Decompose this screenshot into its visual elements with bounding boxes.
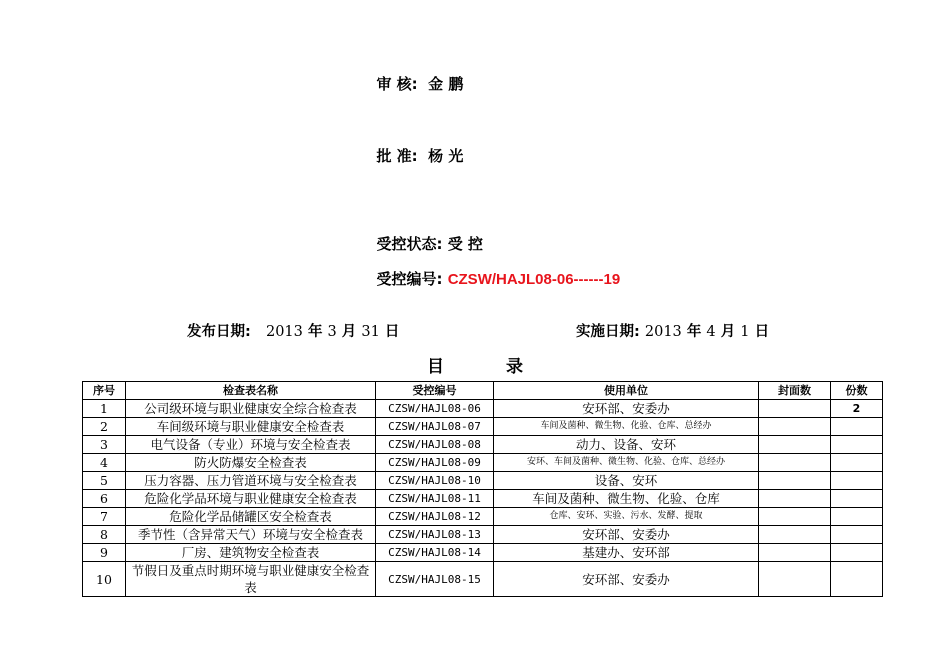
header-code: 受控编号 — [376, 382, 494, 400]
header-copies: 份数 — [831, 382, 883, 400]
header-unit: 使用单位 — [494, 382, 759, 400]
row-covers — [759, 400, 831, 418]
month-unit: 月 — [341, 324, 357, 340]
row-index: 10 — [83, 562, 126, 597]
table-row — [83, 562, 883, 597]
row-index: 9 — [83, 544, 126, 562]
header-covers: 封面数 — [759, 382, 831, 400]
row-code: CZSW/HAJL08-13 — [376, 526, 494, 544]
row-covers — [759, 544, 831, 562]
row-index: 1 — [83, 400, 126, 418]
row-name: 厂房、建筑物安全检查表 — [126, 544, 376, 562]
approver-label: 批 准: — [376, 147, 418, 165]
row-copies: 2 — [831, 400, 883, 418]
control-status-line — [366, 215, 483, 254]
table-row — [83, 418, 883, 436]
table-row — [83, 454, 883, 472]
row-code: CZSW/HAJL08-06 — [376, 400, 494, 418]
row-covers — [759, 562, 831, 597]
approver-line — [366, 127, 463, 166]
issue-date-day: 31 — [361, 324, 380, 340]
issue-date-label: 发布日期: — [187, 324, 251, 340]
row-code: CZSW/HAJL08-08 — [376, 436, 494, 454]
effective-date-day: 1 — [740, 324, 750, 340]
row-code: CZSW/HAJL08-15 — [376, 562, 494, 597]
row-name: 危险化学品环境与职业健康安全检查表 — [126, 490, 376, 508]
row-name: 压力容器、压力管道环境与安全检查表 — [126, 472, 376, 490]
row-name: 季节性（含异常天气）环境与安全检查表 — [126, 526, 376, 544]
year-unit: 年 — [307, 324, 323, 340]
row-code: CZSW/HAJL08-11 — [376, 490, 494, 508]
issue-date-month: 3 — [327, 324, 337, 340]
row-name: 车间级环境与职业健康安全检查表 — [126, 418, 376, 436]
effective-date-month: 4 — [706, 324, 716, 340]
table-header-row — [83, 382, 883, 400]
row-copies — [831, 562, 883, 597]
row-index: 2 — [83, 418, 126, 436]
row-index: 5 — [83, 472, 126, 490]
table-row — [83, 400, 883, 418]
row-covers — [759, 418, 831, 436]
row-covers — [759, 490, 831, 508]
table-row — [83, 472, 883, 490]
row-unit: 车间及菌种、微生物、化验、仓库 — [494, 490, 759, 508]
month-unit: 月 — [720, 324, 736, 340]
row-index: 3 — [83, 436, 126, 454]
row-name: 公司级环境与职业健康安全综合检查表 — [126, 400, 376, 418]
control-number-value: CZSW/HAJL08-06------19 — [447, 271, 621, 288]
toc-title: 目 录 — [427, 357, 551, 377]
row-copies — [831, 508, 883, 526]
row-copies — [831, 418, 883, 436]
row-copies — [831, 490, 883, 508]
row-copies — [831, 526, 883, 544]
row-covers — [759, 508, 831, 526]
row-unit: 安环部、安委办 — [494, 562, 759, 597]
row-covers — [759, 526, 831, 544]
issue-date — [187, 320, 399, 341]
row-unit: 基建办、安环部 — [494, 544, 759, 562]
row-code: CZSW/HAJL08-10 — [376, 472, 494, 490]
table-row — [83, 436, 883, 454]
table-row — [83, 490, 883, 508]
effective-date — [576, 320, 769, 341]
checklist-table — [82, 381, 883, 597]
issue-date-year: 2013 — [265, 324, 303, 340]
row-code: CZSW/HAJL08-07 — [376, 418, 494, 436]
year-unit: 年 — [686, 324, 702, 340]
row-index: 7 — [83, 508, 126, 526]
day-unit: 日 — [384, 324, 400, 340]
control-status-value: 受 控 — [447, 235, 483, 253]
header-index: 序号 — [83, 382, 126, 400]
effective-date-year: 2013 — [644, 324, 682, 340]
row-unit: 仓库、安环、实验、污水、发酵、提取 — [494, 508, 759, 526]
row-code: CZSW/HAJL08-09 — [376, 454, 494, 472]
reviewer-label: 审 核: — [376, 75, 418, 93]
table-row — [83, 544, 883, 562]
control-status-label: 受控状态: — [376, 235, 443, 253]
row-name: 电气设备（专业）环境与安全检查表 — [126, 436, 376, 454]
table-row — [83, 508, 883, 526]
effective-date-label: 实施日期: — [576, 324, 640, 340]
row-name: 节假日及重点时期环境与职业健康安全检查表 — [126, 562, 376, 597]
row-copies — [831, 436, 883, 454]
row-unit: 安环部、安委办 — [494, 526, 759, 544]
row-covers — [759, 436, 831, 454]
control-number-label: 受控编号: — [376, 270, 443, 288]
row-code: CZSW/HAJL08-12 — [376, 508, 494, 526]
approver-name: 杨 光 — [428, 147, 464, 165]
table-row — [83, 526, 883, 544]
row-unit: 动力、设备、安环 — [494, 436, 759, 454]
row-copies — [831, 472, 883, 490]
row-copies — [831, 454, 883, 472]
row-unit: 设备、安环 — [494, 472, 759, 490]
reviewer-name: 金 鹏 — [428, 75, 464, 93]
row-covers — [759, 454, 831, 472]
row-index: 4 — [83, 454, 126, 472]
row-covers — [759, 472, 831, 490]
row-unit: 车间及菌种、微生物、化验、仓库、总经办 — [494, 418, 759, 436]
header-name: 检查表名称 — [126, 382, 376, 400]
row-unit: 安环部、安委办 — [494, 400, 759, 418]
row-name: 危险化学品储罐区安全检查表 — [126, 508, 376, 526]
row-code: CZSW/HAJL08-14 — [376, 544, 494, 562]
row-name: 防火防爆安全检查表 — [126, 454, 376, 472]
reviewer-line — [366, 55, 463, 94]
row-copies — [831, 544, 883, 562]
control-number-line — [366, 250, 620, 289]
day-unit: 日 — [754, 324, 770, 340]
row-index: 8 — [83, 526, 126, 544]
row-unit: 安环、车间及菌种、微生物、化验、仓库、总经办 — [494, 454, 759, 472]
row-index: 6 — [83, 490, 126, 508]
